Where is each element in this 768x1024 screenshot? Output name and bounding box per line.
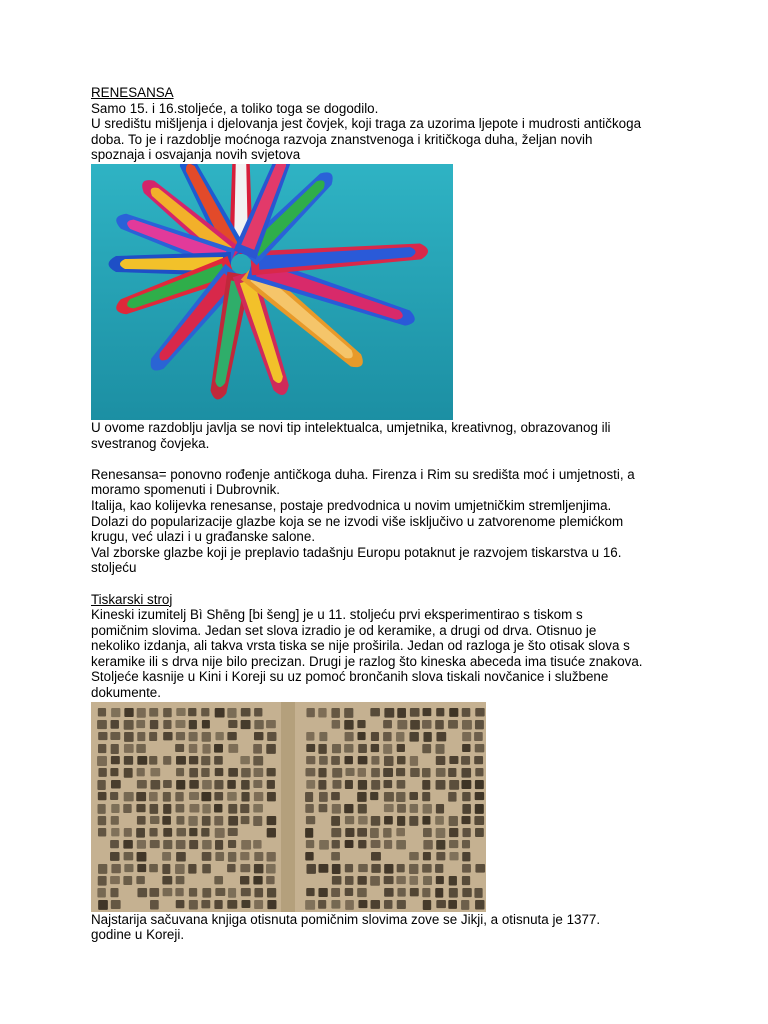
text-line: dokumente. [91, 685, 161, 701]
text-line: stoljeću [91, 560, 137, 576]
section-heading-renesansa: RENESANSA [91, 85, 174, 100]
document-page [91, 85, 691, 943]
blank-line [91, 451, 691, 467]
text-line: Samo 15. i 16.stoljeće, a toliko toga se dogodilo. [91, 100, 379, 116]
boats-photo [91, 164, 453, 420]
text-line: Stoljeće kasnije u Kini i Koreji su uz pomoć brončanih slova tiskali novčanice i službene [91, 669, 609, 685]
text-line: moramo spomenuti i Dubrovnik. [91, 482, 281, 498]
text-line: Val zborske glazbe koji je preplavio tadašnju Europu potaknut je razvojem tiskarstva u 16. [91, 544, 622, 560]
text-line: Italija, kao kolijevka renesanse, postaje predvodnica u novim umjetničkim stremljenjima. [91, 497, 612, 513]
text-line: spoznaja i osvajanja novih svjetova [91, 147, 301, 163]
text-line: Dolazi do popularizacije glazbe koja se ne izvodi više isključivo u zatvorenome plemićkom [91, 513, 624, 529]
blank-line [91, 576, 691, 592]
text-line: keramike ili s drva nije bilo precizan. Drugi je razlog što kineska abeceda ima tisuće znakova. [91, 653, 643, 669]
text-line: Renesansa= ponovno rođenje antičkoga duha. Firenza i Rim su središta moć i umjetnosti, a [91, 466, 635, 482]
text-line: Kineski izumitelj Bì Shēng [bi šeng] je u 11. stoljeću prvi eksperimentirao s tiskom s [91, 607, 583, 623]
section-heading-tiskarski-stroj: Tiskarski stroj [91, 591, 173, 607]
text-line: godine u Koreji. [91, 927, 185, 943]
text-line: Najstarija sačuvana knjiga otisnuta pomičnim slovima zove se Jikji, a otisnuta je 1377. [91, 911, 601, 927]
text-line: nekoliko izdanja, ali takva vrsta tiska se nije proširila. Jedan od razloga je što otisak slova s [91, 638, 630, 654]
text-line: svestranog čovjeka. [91, 435, 210, 451]
text-line: U središtu mišljenja i djelovanja jest čovjek, koji traga za uzorima ljepote i mudrosti antičkoga [91, 116, 642, 132]
text-line: U ovome razdoblju javlja se novi tip intelektualca, umjetnika, kreativnog, obrazovanog ili [91, 419, 611, 435]
text-line: doba. To je i razdoblje moćnoga razvoja znanstvenoga i kritičkoga duha, željan novih [91, 131, 593, 147]
text-line: krugu, već ulazi i u građanske salone. [91, 529, 316, 545]
chinese-print-photo [91, 702, 486, 912]
text-line: pomičnim slovima. Jedan set slova izradio je od keramike, a drugi od drva. Otisnuo je [91, 622, 597, 638]
